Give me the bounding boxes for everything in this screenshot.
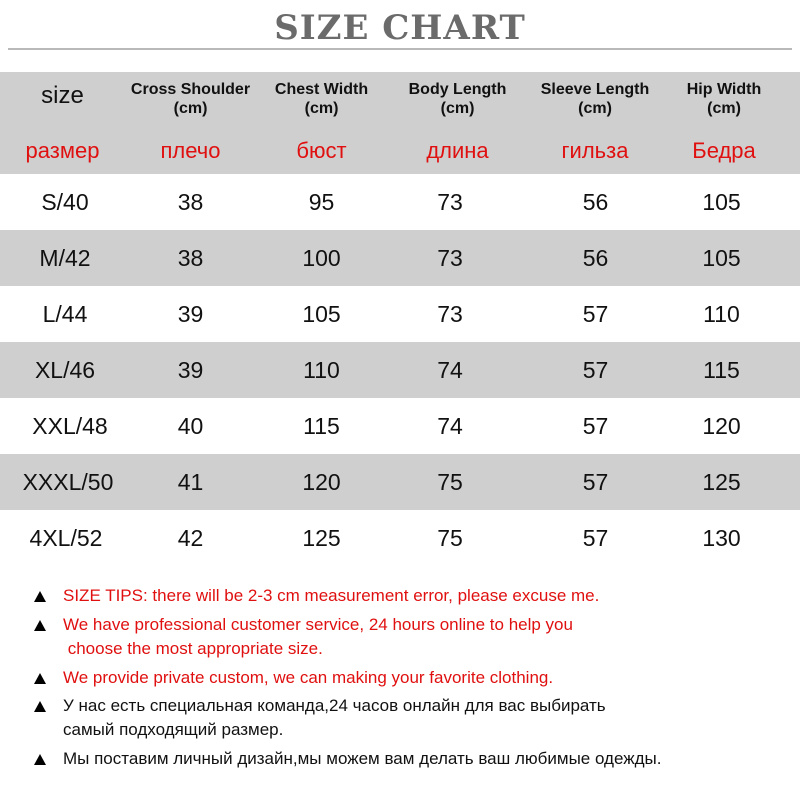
- header-chest-width-en: [255, 80, 388, 118]
- cross-shoulder-cell: 38: [177, 245, 204, 271]
- header-size-en: size: [41, 82, 84, 109]
- triangle-bullet-icon: [34, 620, 46, 631]
- cross-shoulder-cell: 38: [177, 189, 204, 215]
- table-row: [0, 510, 800, 566]
- body-length-cell: 73: [437, 301, 463, 327]
- table-row: [0, 230, 800, 286]
- header-hip-width-unit: (cm): [707, 100, 741, 117]
- header-body-length-en: [390, 80, 525, 118]
- tip-text: [63, 747, 661, 771]
- body-length-cell: 74: [437, 413, 463, 439]
- header-body-length-unit: (cm): [440, 100, 475, 117]
- chest-width-cell: 95: [308, 189, 335, 215]
- sleeve-length-cell: 56: [582, 189, 609, 215]
- title-divider: [8, 48, 792, 50]
- hip-width-cell: 110: [703, 301, 740, 327]
- body-length-cell: 74: [437, 357, 463, 383]
- header-sleeve-length-unit: (cm): [578, 100, 612, 117]
- hip-width-cell: 125: [702, 469, 741, 495]
- body-length-cell: 75: [437, 525, 463, 551]
- size-cell: 4XL/52: [29, 525, 103, 551]
- tip-line: У нас есть специальная команда,24 часов онлайн для вас выбирать: [63, 696, 606, 715]
- table-row: [0, 174, 800, 230]
- tip-text: [63, 613, 573, 661]
- header-sleeve-length-en: [524, 80, 666, 118]
- chest-width-cell: 115: [303, 413, 340, 439]
- tip-line: We have professional customer service, 24 hours online to help you: [63, 615, 573, 634]
- cross-shoulder-cell: 39: [177, 301, 204, 327]
- header-hip-width: [660, 72, 788, 174]
- hip-width-cell: 120: [702, 413, 741, 439]
- hip-width-cell: 105: [702, 189, 741, 215]
- header-cross-shoulder-unit: (cm): [173, 100, 208, 117]
- header-body-length: [390, 72, 525, 174]
- header-body-length-ru: длина: [426, 138, 489, 163]
- table-row: [0, 286, 800, 342]
- table-row: [0, 454, 800, 510]
- triangle-bullet-icon: [34, 701, 46, 712]
- header-chest-width-unit: (cm): [304, 100, 339, 117]
- header-hip-width-label: Hip Width: [686, 81, 762, 98]
- header-body-length-label: Body Length: [408, 81, 507, 98]
- body-length-cell: 75: [437, 469, 463, 495]
- size-cell: XXL/48: [32, 413, 108, 439]
- sleeve-length-cell: 56: [582, 245, 609, 271]
- triangle-bullet-icon: [34, 591, 46, 602]
- triangle-bullet-icon: [34, 754, 46, 765]
- chest-width-cell: 120: [302, 469, 341, 495]
- header-cross-shoulder-ru: плечо: [160, 138, 221, 163]
- header-sleeve-length-label: Sleeve Length: [540, 81, 650, 98]
- tip-line: самый подходящий размер.: [63, 720, 284, 739]
- title-bar: [0, 0, 800, 62]
- header-sleeve-length: [524, 72, 666, 174]
- tip-text: [63, 584, 599, 608]
- sleeve-length-cell: 57: [582, 525, 609, 551]
- cross-shoulder-cell: 40: [177, 413, 204, 439]
- chest-width-cell: 100: [302, 245, 341, 271]
- hip-width-cell: 115: [703, 357, 740, 383]
- tip-line: choose the most appropriate size.: [63, 639, 323, 658]
- chest-width-cell: 110: [303, 357, 340, 383]
- header-cross-shoulder: [118, 72, 263, 174]
- header-hip-width-ru: Бедра: [692, 138, 756, 163]
- sleeve-length-cell: 57: [582, 357, 609, 383]
- tip-line: We provide private custom, we can making your favorite clothing.: [63, 668, 554, 687]
- table-header: [0, 72, 800, 174]
- sleeve-length-cell: 57: [582, 413, 609, 439]
- table-row: [0, 398, 800, 454]
- cross-shoulder-cell: 42: [177, 525, 204, 551]
- header-size-ru: размер: [25, 138, 100, 163]
- chest-width-cell: 105: [302, 301, 341, 327]
- sleeve-length-cell: 57: [582, 469, 609, 495]
- size-cell: L/44: [42, 301, 88, 327]
- size-cell: XXXL/50: [22, 469, 114, 495]
- sleeve-length-cell: 57: [582, 301, 609, 327]
- header-cross-shoulder-label: Cross Shoulder: [130, 81, 251, 98]
- header-hip-width-en: [660, 80, 788, 118]
- cross-shoulder-cell: 39: [177, 357, 204, 383]
- hip-width-cell: 130: [702, 525, 741, 551]
- triangle-bullet-icon: [34, 673, 46, 684]
- chest-width-cell: 125: [302, 525, 341, 551]
- header-size: [0, 72, 125, 174]
- title-container: [0, 8, 800, 48]
- table-row: [0, 342, 800, 398]
- hip-width-cell: 105: [702, 245, 741, 271]
- tip-line: SIZE TIPS: there will be 2-3 cm measurement error, please excuse me.: [63, 586, 600, 605]
- size-cell: M/42: [39, 245, 91, 271]
- cross-shoulder-cell: 41: [177, 469, 204, 495]
- tip-text: [63, 666, 553, 690]
- size-cell: XL/46: [34, 357, 96, 383]
- header-chest-width-label: Chest Width: [274, 81, 369, 98]
- size-cell: S/40: [41, 189, 89, 215]
- tip-text: [63, 694, 606, 742]
- tip-line: Мы поставим личный дизайн,мы можем вам делать ваш любимые одежды.: [63, 749, 662, 768]
- header-chest-width-ru: бюст: [296, 138, 347, 163]
- header-chest-width: [255, 72, 388, 174]
- header-sleeve-length-ru: гильза: [561, 138, 629, 163]
- body-length-cell: 73: [437, 189, 463, 215]
- page-title: SIZE CHART: [260, 8, 540, 48]
- body-length-cell: 73: [437, 245, 463, 271]
- header-cross-shoulder-en: [118, 80, 263, 118]
